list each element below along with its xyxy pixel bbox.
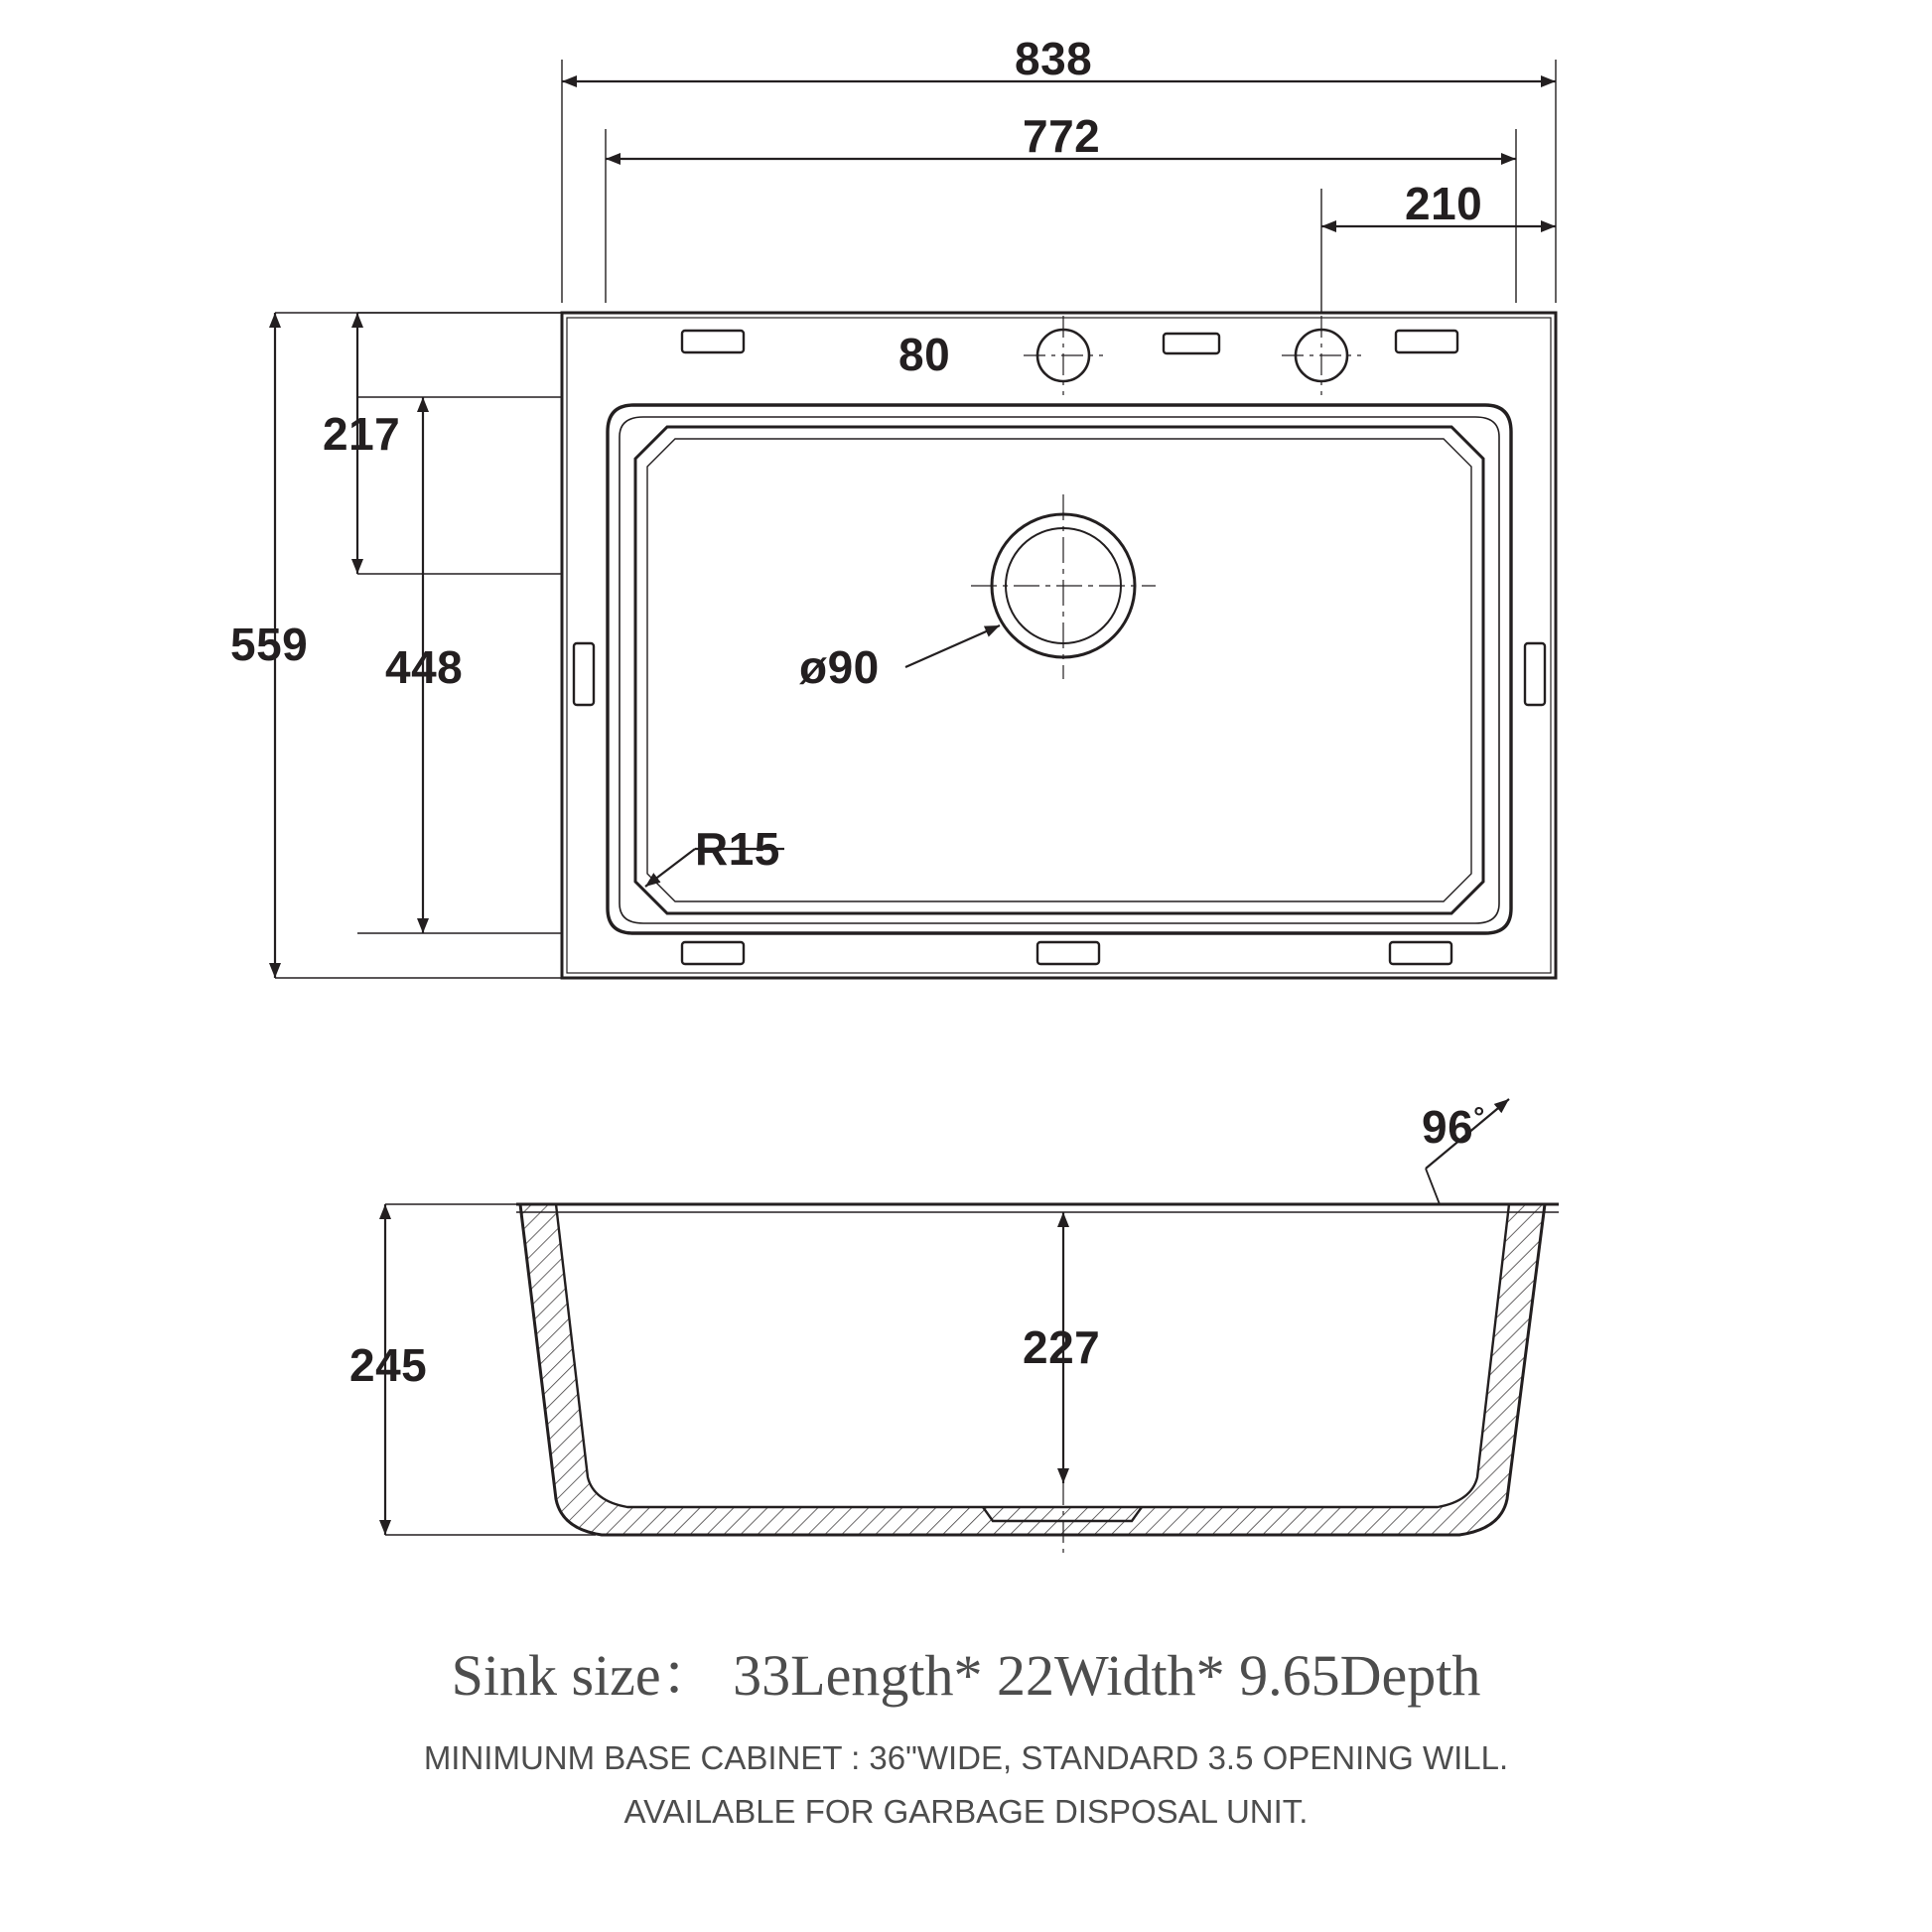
dim-label-80: 80 — [898, 329, 951, 380]
dim-label-210: 210 — [1405, 178, 1483, 229]
caption-sink-size: Sink size： 33Length* 22Width* 9.65Depth — [451, 1643, 1481, 1708]
dim-label-245: 245 — [349, 1339, 428, 1391]
dim-label-838: 838 — [1015, 33, 1093, 84]
dim-label-227: 227 — [1023, 1321, 1101, 1373]
dim-label-448: 448 — [385, 641, 464, 693]
dim-label-217: 217 — [323, 408, 401, 460]
caption-cabinet-line2: AVAILABLE FOR GARBAGE DISPOSAL UNIT. — [623, 1793, 1309, 1830]
section-view — [385, 1099, 1559, 1557]
dim-label-96-deg — [1422, 1100, 1485, 1154]
top-view — [275, 60, 1556, 978]
caption-cabinet-line1: MINIMUNM BASE CABINET : 36"WIDE, STANDARD 3.5 OPENING WILL. — [423, 1739, 1509, 1776]
angle-value: 96 — [1422, 1101, 1474, 1153]
dim-label-r15: R15 — [695, 823, 780, 875]
dim-label-drain-diameter: ø90 — [799, 641, 880, 693]
dim-label-559: 559 — [230, 619, 309, 670]
degree-symbol: ° — [1473, 1101, 1485, 1133]
dim-label-772: 772 — [1023, 110, 1101, 162]
